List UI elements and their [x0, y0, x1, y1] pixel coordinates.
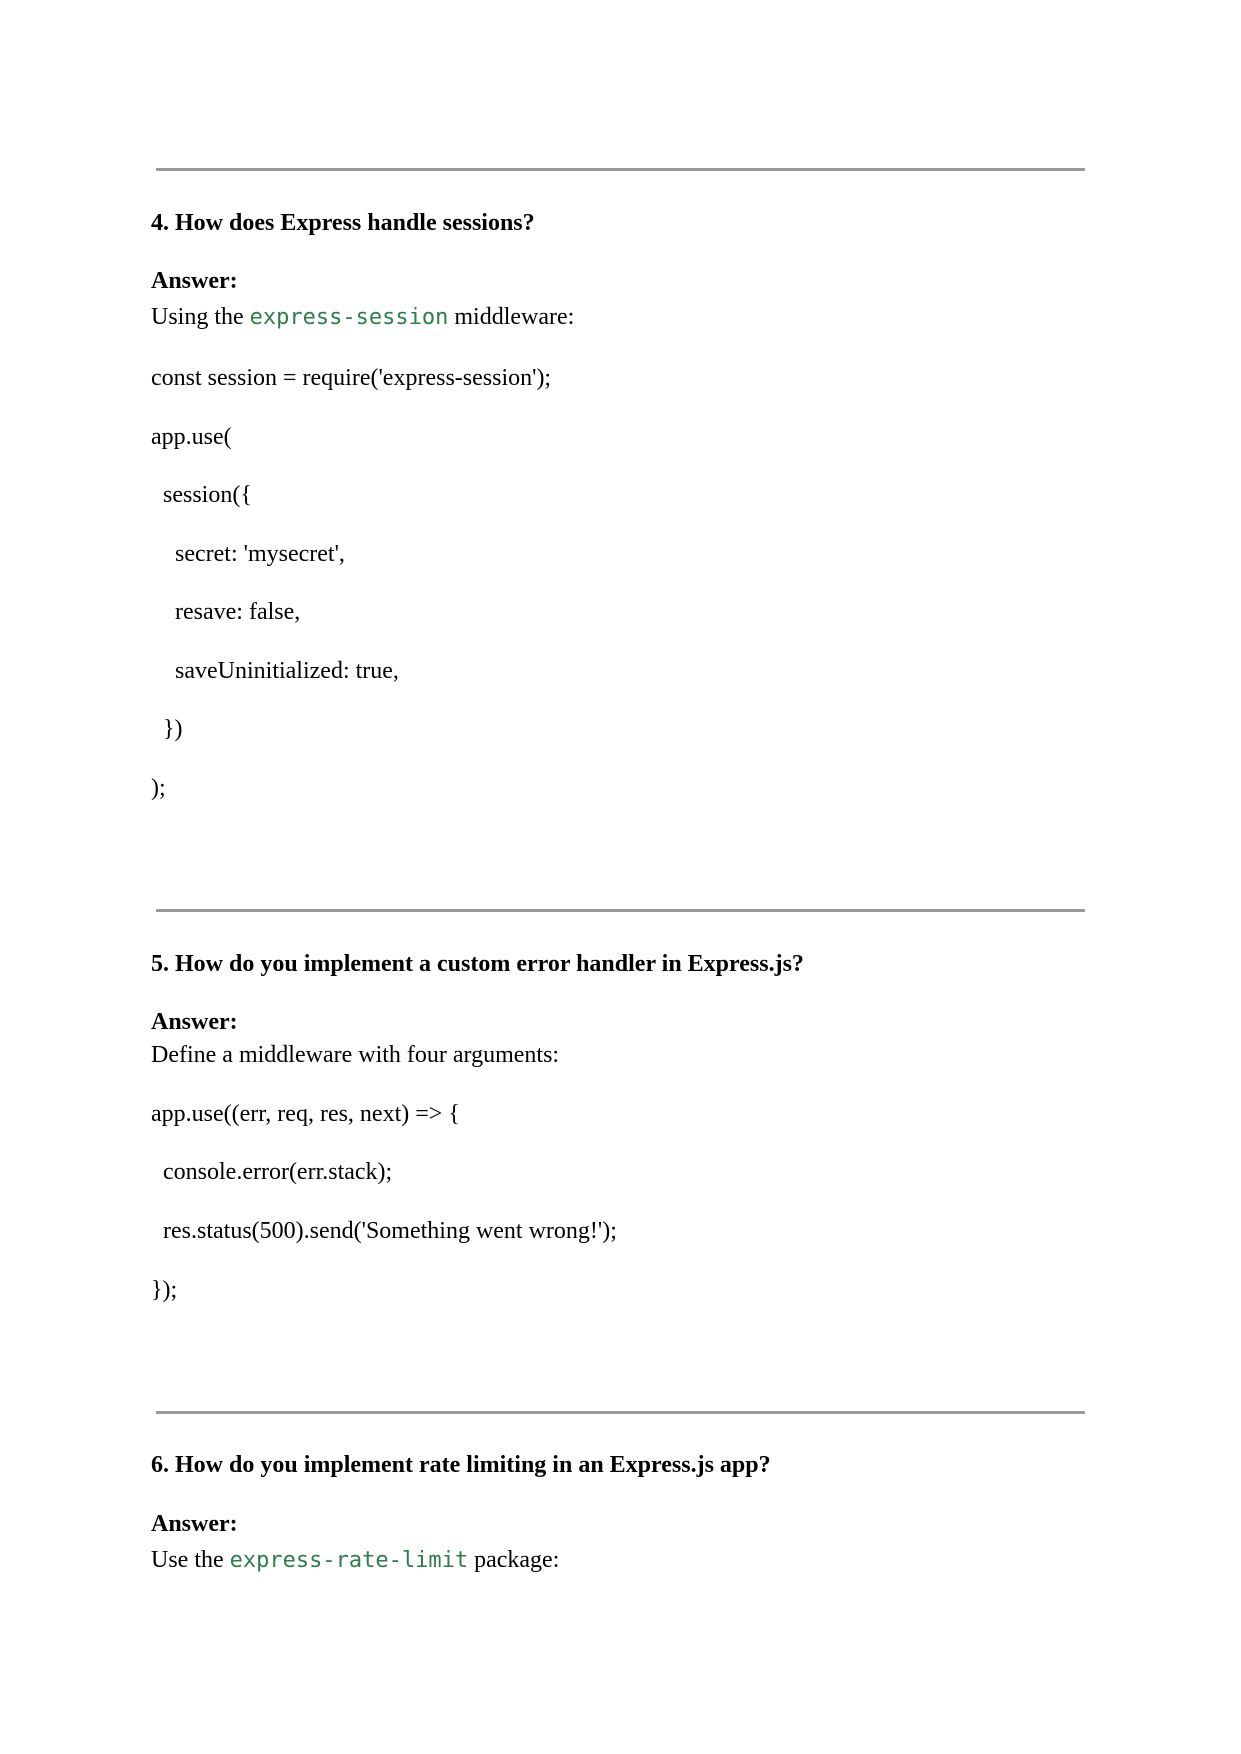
inline-code: express-session: [249, 305, 449, 330]
code-line: app.use(: [151, 424, 232, 450]
answer-intro: Define a middleware with four arguments:: [151, 1042, 560, 1068]
horizontal-rule: [156, 1411, 1085, 1414]
question-heading: 6. How do you implement rate limiting in an Express.js app?: [151, 1452, 771, 1478]
question-heading: 4. How does Express handle sessions?: [151, 210, 535, 236]
intro-text: Use the: [151, 1547, 230, 1573]
code-line: });: [151, 1277, 178, 1303]
code-line: resave: false,: [151, 599, 301, 625]
code-line: app.use((err, req, res, next) => {: [151, 1101, 460, 1127]
answer-label: Answer:: [151, 1511, 238, 1537]
code-line: );: [151, 775, 166, 801]
horizontal-rule: [156, 909, 1085, 912]
answer-label: Answer:: [151, 1009, 238, 1035]
inline-code: express-rate-limit: [229, 1548, 469, 1573]
intro-text: package:: [468, 1547, 560, 1573]
code-line: }): [151, 716, 183, 742]
horizontal-rule: [156, 168, 1085, 171]
code-line: secret: 'mysecret',: [151, 541, 345, 567]
code-line: saveUninitialized: true,: [151, 658, 399, 684]
question-heading: 5. How do you implement a custom error handler in Express.js?: [151, 951, 804, 977]
intro-text: Using the: [151, 304, 250, 330]
intro-text: middleware:: [448, 304, 575, 330]
answer-intro: [151, 1545, 559, 1576]
code-line: console.error(err.stack);: [151, 1159, 393, 1185]
answer-intro: [151, 302, 574, 333]
code-line: const session = require('express-session');: [151, 365, 552, 391]
code-line: res.status(500).send('Something went wrong!');: [151, 1218, 617, 1244]
answer-label: Answer:: [151, 268, 238, 294]
code-line: session({: [151, 482, 252, 508]
